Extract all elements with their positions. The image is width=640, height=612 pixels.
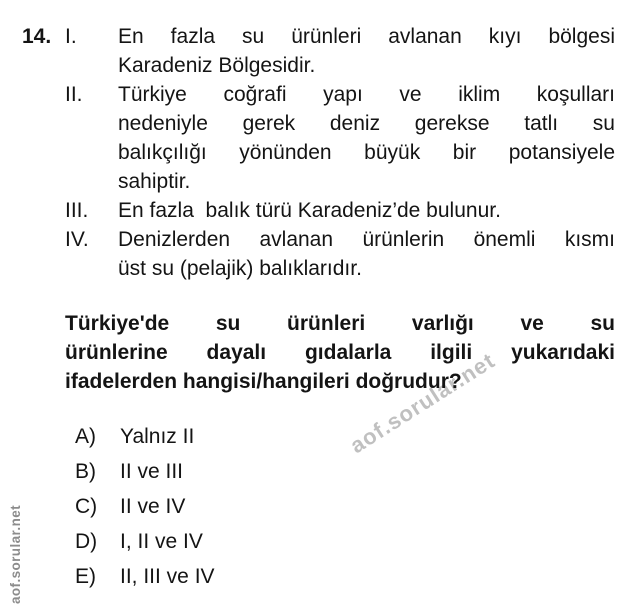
statement-text (118, 22, 615, 80)
option-row (75, 524, 615, 559)
statement-line: Türkiye coğrafi yapı ve iklim koşulları (118, 83, 615, 106)
option-letter: A) (75, 425, 96, 448)
statement-item (65, 22, 615, 80)
statement-numeral: III. (65, 199, 89, 222)
options-list (75, 419, 615, 594)
option-row (75, 454, 615, 489)
question-number: 14. (22, 25, 52, 48)
statement-line: Denizlerden avlanan ürünlerin önemli kısmı (118, 228, 615, 251)
option-text: II, III ve IV (120, 565, 215, 588)
stem-line: ifadelerden hangisi/hangileri doğrudur? (65, 370, 462, 393)
statement-line: sahiptir. (118, 170, 191, 193)
statement-numeral: II. (65, 83, 83, 106)
statement-line: En fazla balık türü Karadeniz’de bulunur. (118, 199, 501, 222)
stem-line: Türkiye'de su ürünleri varlığı ve su (65, 312, 615, 335)
watermark-vertical: aof.sorular.net (8, 504, 23, 604)
statement-text (118, 196, 615, 225)
option-row (75, 489, 615, 524)
statement-line: Karadeniz Bölgesidir. (118, 54, 316, 77)
stem-line: ürünlerine dayalı gıdalarla ilgili yukarıdaki (65, 341, 615, 364)
statement-text (118, 80, 615, 196)
option-text: I, II ve IV (120, 530, 203, 553)
option-letter: B) (75, 460, 96, 483)
option-row (75, 559, 615, 594)
question-stem (65, 309, 615, 396)
statements-list (65, 22, 615, 283)
statement-numeral: IV. (65, 228, 89, 251)
option-row (75, 419, 615, 454)
statement-item (65, 80, 615, 196)
statement-item (65, 196, 615, 225)
statement-text (118, 225, 615, 283)
statement-line: üst su (pelajik) balıklarıdır. (118, 257, 362, 280)
option-letter: E) (75, 565, 96, 588)
watermark-diagonal: aof.sorular.net (345, 347, 500, 459)
statement-line: balıkçılığı yönünden büyük bir potansiyele (118, 141, 615, 164)
option-text: II ve III (120, 460, 184, 483)
statement-line: En fazla su ürünleri avlanan kıyı bölgesi (118, 25, 615, 48)
question-content (65, 22, 615, 594)
option-text: II ve IV (120, 495, 186, 518)
option-letter: C) (75, 495, 98, 518)
option-letter: D) (75, 530, 98, 553)
statement-numeral: I. (65, 25, 77, 48)
statement-line: nedeniyle gerek deniz gerekse tatlı su (118, 112, 615, 135)
option-text: Yalnız II (120, 425, 195, 448)
statement-item (65, 225, 615, 283)
